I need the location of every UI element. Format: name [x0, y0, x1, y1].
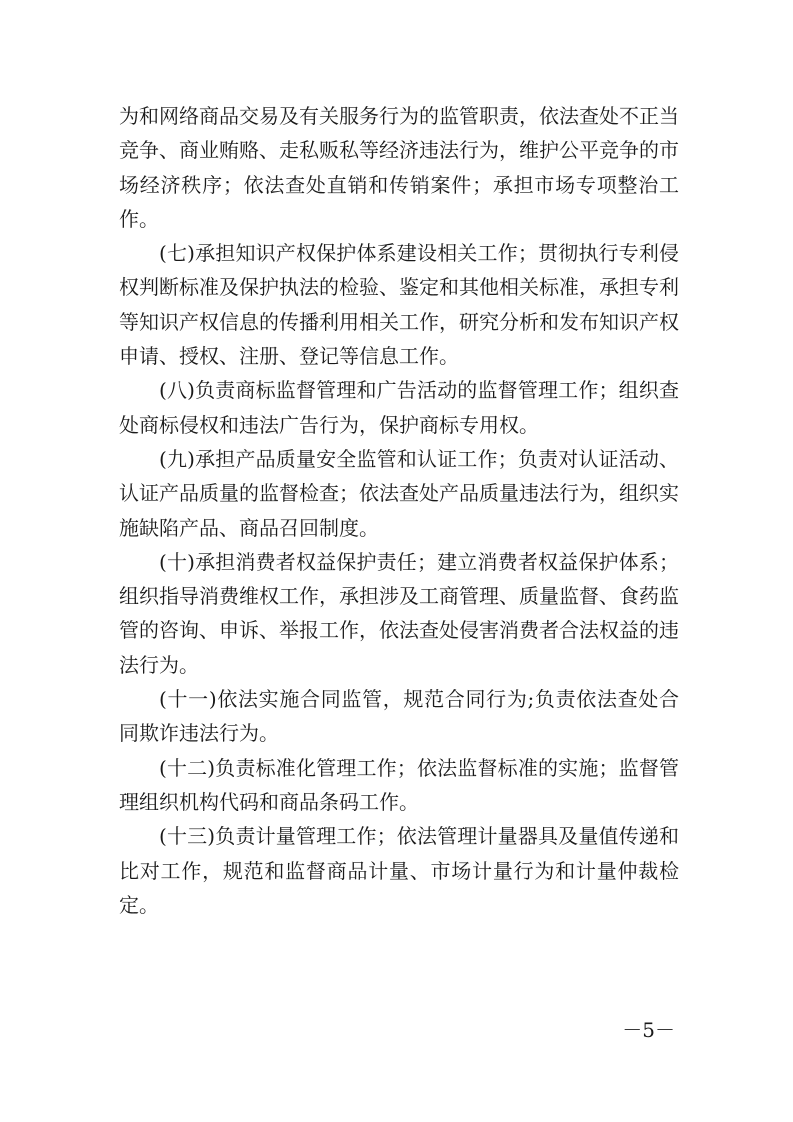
paragraph-item-9: (九)承担产品质量安全监管和认证工作；负责对认证活动、认证产品质量的监督检查；依法查处产品质量违法行为，组织实施缺陷产品、商品召回制度。 — [119, 446, 679, 540]
paragraph-item-8: (八)负责商标监督管理和广告活动的监督管理工作；组织查处商标侵权和违法广告行为，保护商标专用权。 — [119, 378, 679, 437]
paragraph-item-11: (十一)依法实施合同监管，规范合同行为;负责依法查处合同欺诈违法行为。 — [119, 687, 679, 746]
paragraph-item-13: (十三)负责计量管理工作；依法管理计量器具及量值传递和比对工作，规范和监督商品计量、市场计量行为和计量仲裁检定。 — [119, 824, 679, 917]
paragraph-continuation: 为和网络商品交易及有关服务行为的监管职责，依法查处不正当竞争、商业贿赂、走私贩私等经济违法行为，维护公平竞争的市场经济秩序；依法查处直销和传销案件；承担市场专项整治工作。 — [119, 104, 679, 231]
paragraph-item-7: (七)承担知识产权保护体系建设相关工作；贯彻执行专利侵权判断标准及保护执法的检验、鉴定和其他相关标准，承担专利等知识产权信息的传播利用相关工作，研究分析和发布知识产权申请、授权、注册、登记等信息工作。 — [119, 241, 679, 369]
document-body — [119, 99, 679, 922]
paragraph-item-12: (十二)负责标准化管理工作；依法监督标准的实施；监督管理组织机构代码和商品条码工作。 — [119, 755, 679, 814]
page-number: －5－ — [622, 1018, 675, 1042]
paragraph-item-10: (十)承担消费者权益保护责任；建立消费者权益保护体系；组织指导消费维权工作，承担涉及工商管理、质量监督、食药监管的咨询、申诉、举报工作，依法查处侵害消费者合法权益的违法行为。 — [119, 549, 679, 677]
